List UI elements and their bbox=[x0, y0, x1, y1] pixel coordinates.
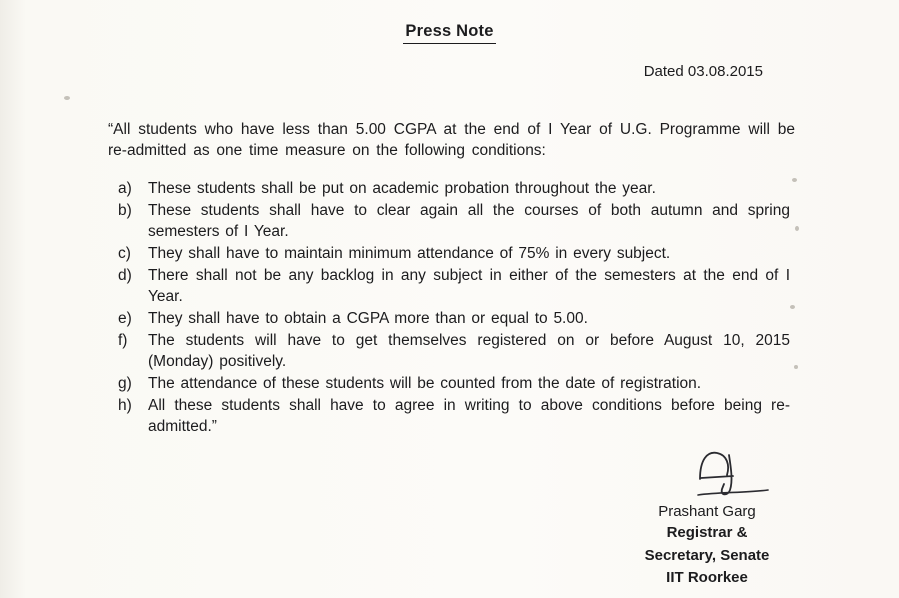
condition-text: The attendance of these students will be counted from the date of registration. bbox=[148, 375, 702, 392]
document-title: Press Note bbox=[403, 21, 495, 44]
scan-mark-1 bbox=[64, 96, 70, 100]
scan-mark-3 bbox=[795, 226, 799, 231]
condition-label: f) bbox=[118, 332, 128, 349]
signatory-designation-2: Secretary, Senate bbox=[644, 546, 770, 564]
condition-text: The students will have to get themselves registered on or before August 10, 2015 (Monday) positively. bbox=[148, 332, 790, 370]
condition-item-e bbox=[118, 308, 790, 329]
condition-text: There shall not be any backlog in any subject in either of the semesters at the end of I Year. bbox=[148, 267, 790, 305]
scan-mark-4 bbox=[790, 305, 795, 309]
condition-label: c) bbox=[118, 245, 131, 262]
condition-label: b) bbox=[118, 202, 132, 219]
handwritten-signature-icon bbox=[694, 447, 772, 499]
condition-label: g) bbox=[118, 375, 132, 392]
condition-item-h bbox=[118, 395, 790, 437]
condition-text: They shall have to obtain a CGPA more than or equal to 5.00. bbox=[148, 310, 588, 327]
title-row bbox=[0, 0, 899, 44]
signatory-name: Prashant Garg bbox=[658, 503, 756, 520]
scan-mark-2 bbox=[792, 178, 797, 182]
condition-label: d) bbox=[118, 267, 132, 284]
condition-label: e) bbox=[118, 310, 132, 327]
condition-text: All these students shall have to agree in writing to above conditions before being re-admitted.” bbox=[148, 397, 790, 435]
condition-label: h) bbox=[118, 397, 132, 414]
condition-item-g bbox=[118, 373, 790, 394]
condition-item-f bbox=[118, 330, 790, 372]
condition-item-c bbox=[118, 243, 790, 264]
intro-paragraph: “All students who have less than 5.00 CGPA at the end of I Year of U.G. Programme will be re-admitted as one time measure on the following conditions: bbox=[108, 121, 795, 159]
signatory-organization: IIT Roorkee bbox=[666, 569, 748, 586]
condition-text: They shall have to maintain minimum attendance of 75% in every subject. bbox=[148, 245, 671, 262]
condition-text: These students shall be put on academic probation throughout the year. bbox=[148, 180, 656, 197]
condition-label: a) bbox=[118, 180, 132, 197]
condition-item-a bbox=[118, 178, 790, 199]
document-date: Dated 03.08.2015 bbox=[643, 63, 763, 80]
signature-block bbox=[612, 447, 802, 590]
condition-item-b bbox=[118, 200, 790, 242]
condition-text: These students shall have to clear again all the courses of both autumn and spring semesters of I Year. bbox=[148, 202, 790, 240]
scan-mark-5 bbox=[794, 365, 798, 369]
condition-item-d bbox=[118, 265, 790, 307]
conditions-list bbox=[118, 178, 790, 437]
signatory-designation-1: Registrar & bbox=[666, 524, 748, 541]
